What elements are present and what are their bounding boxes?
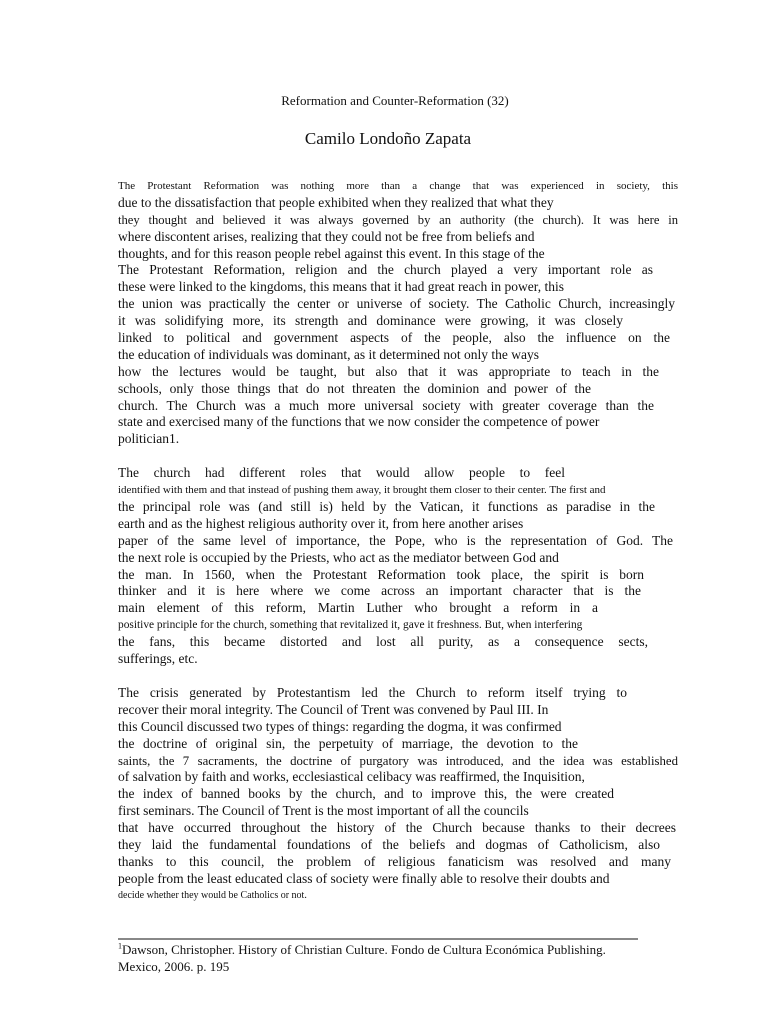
text-line: they laid the fundamental foundations of the beliefs and dogmas of Catholicism, also xyxy=(118,836,660,852)
text-line: they thought and believed it was always governed by an authority (the church). It was here in xyxy=(118,212,678,227)
text-line: saints, the 7 sacraments, the doctrine of purgatory was introduced, and the idea was established xyxy=(118,753,678,768)
document-body xyxy=(118,178,678,922)
text-line: paper of the same level of importance, the Pope, who is the representation of God. The xyxy=(118,532,673,548)
text-line: the next role is occupied by the Priests, who act as the mediator between God and xyxy=(118,549,559,565)
text-line: politician1. xyxy=(118,431,180,447)
text-line: thoughts, and for this reason people rebel against this event. In this stage of the xyxy=(118,245,545,261)
footnote xyxy=(118,942,658,975)
text-line: schools, only those things that do not threaten the dominion and power of the xyxy=(118,380,591,396)
text-line: the index of banned books by the church, and to improve this, the were created xyxy=(118,786,614,802)
footnote-marker: 1 xyxy=(118,941,122,951)
text-line: thinker and it is here where we come across an important character that is the xyxy=(118,583,641,599)
text-line: main element of this reform, Martin Luther who brought a reform in a xyxy=(118,600,598,616)
text-line: the man. In 1560, when the Protestant Reformation took place, the spirit is born xyxy=(118,566,644,582)
text-line: it was solidifying more, its strength and dominance were growing, it was closely xyxy=(118,313,623,329)
text-line: of salvation by faith and works, ecclesiastical celibacy was reaffirmed, the Inquisition, xyxy=(118,769,585,785)
text-line: state and exercised many of the functions that we now consider the competence of power xyxy=(118,414,600,430)
text-line: people from the least educated class of society were finally able to resolve their doubts and xyxy=(118,870,610,886)
text-line: how the lectures would be taught, but also that it was appropriate to teach in the xyxy=(118,363,659,379)
text-line: church. The Church was a much more universal society with greater coverage than the xyxy=(118,397,654,413)
text-line: due to the dissatisfaction that people exhibited when they realized that what they xyxy=(118,194,554,210)
text-line: the fans, this became distorted and lost all purity, as a consequence sects, xyxy=(118,634,648,650)
text-line: positive principle for the church, something that revitalized it, gave it freshness. But, when interfering xyxy=(118,619,583,632)
text-line: linked to political and government aspects of the people, also the influence on the xyxy=(118,330,670,346)
text-line: this Council discussed two types of things: regarding the dogma, it was confirmed xyxy=(118,718,562,734)
paragraph-2 xyxy=(118,465,678,668)
text-line: thanks to this council, the problem of religious fanaticism was resolved and many xyxy=(118,853,671,869)
author-name: Camilo Londoño Zapata xyxy=(304,129,472,148)
footnote-divider xyxy=(118,938,638,940)
footnote-text: Dawson, Christopher. History of Christian Culture. Fondo de Cultura Económica Publishing. xyxy=(122,942,606,957)
text-line: these were linked to the kingdoms, this means that it had great reach in power, this xyxy=(118,279,564,295)
paragraph-3 xyxy=(118,685,678,905)
text-line: identified with them and that instead of pushing them away, it brought them closer to their center. The first and xyxy=(118,484,606,497)
footnote-line-2: Mexico, 2006. p. 195 xyxy=(118,958,230,974)
text-line: where discontent arises, realizing that they could not be free from beliefs and xyxy=(118,228,535,244)
text-line: recover their moral integrity. The Council of Trent was convened by Paul III. In xyxy=(118,701,549,717)
text-line: The church had different roles that would allow people to feel xyxy=(118,465,565,481)
text-line: sufferings, etc. xyxy=(118,651,198,667)
document-title: Reformation and Counter-Reformation (32) xyxy=(281,93,509,108)
text-line: decide whether they would be Catholics or not. xyxy=(118,889,307,901)
text-line: The Protestant Reformation was nothing more than a change that was experienced in society, this xyxy=(118,180,678,192)
text-line: earth and as the highest religious authority over it, from here another arises xyxy=(118,515,524,531)
paragraph-1 xyxy=(118,178,678,448)
text-line: the education of individuals was dominant, as it determined not only the ways xyxy=(118,346,540,362)
text-line: The Protestant Reformation, religion and the church played a very important role as xyxy=(118,262,653,278)
text-line: the doctrine of original sin, the perpetuity of marriage, the devotion to the xyxy=(118,735,578,751)
text-line: first seminars. The Council of Trent is the most important of all the councils xyxy=(118,803,529,819)
text-line: that have occurred throughout the history of the Church because thanks to their decrees xyxy=(118,820,676,836)
text-line: The crisis generated by Protestantism led the Church to reform itself trying to xyxy=(118,684,627,700)
footnote-line-1 xyxy=(118,942,658,959)
text-line: the union was practically the center or universe of society. The Catholic Church, increasingly xyxy=(118,296,675,312)
text-line: the principal role was (and still is) held by the Vatican, it functions as paradise in the xyxy=(118,499,655,515)
